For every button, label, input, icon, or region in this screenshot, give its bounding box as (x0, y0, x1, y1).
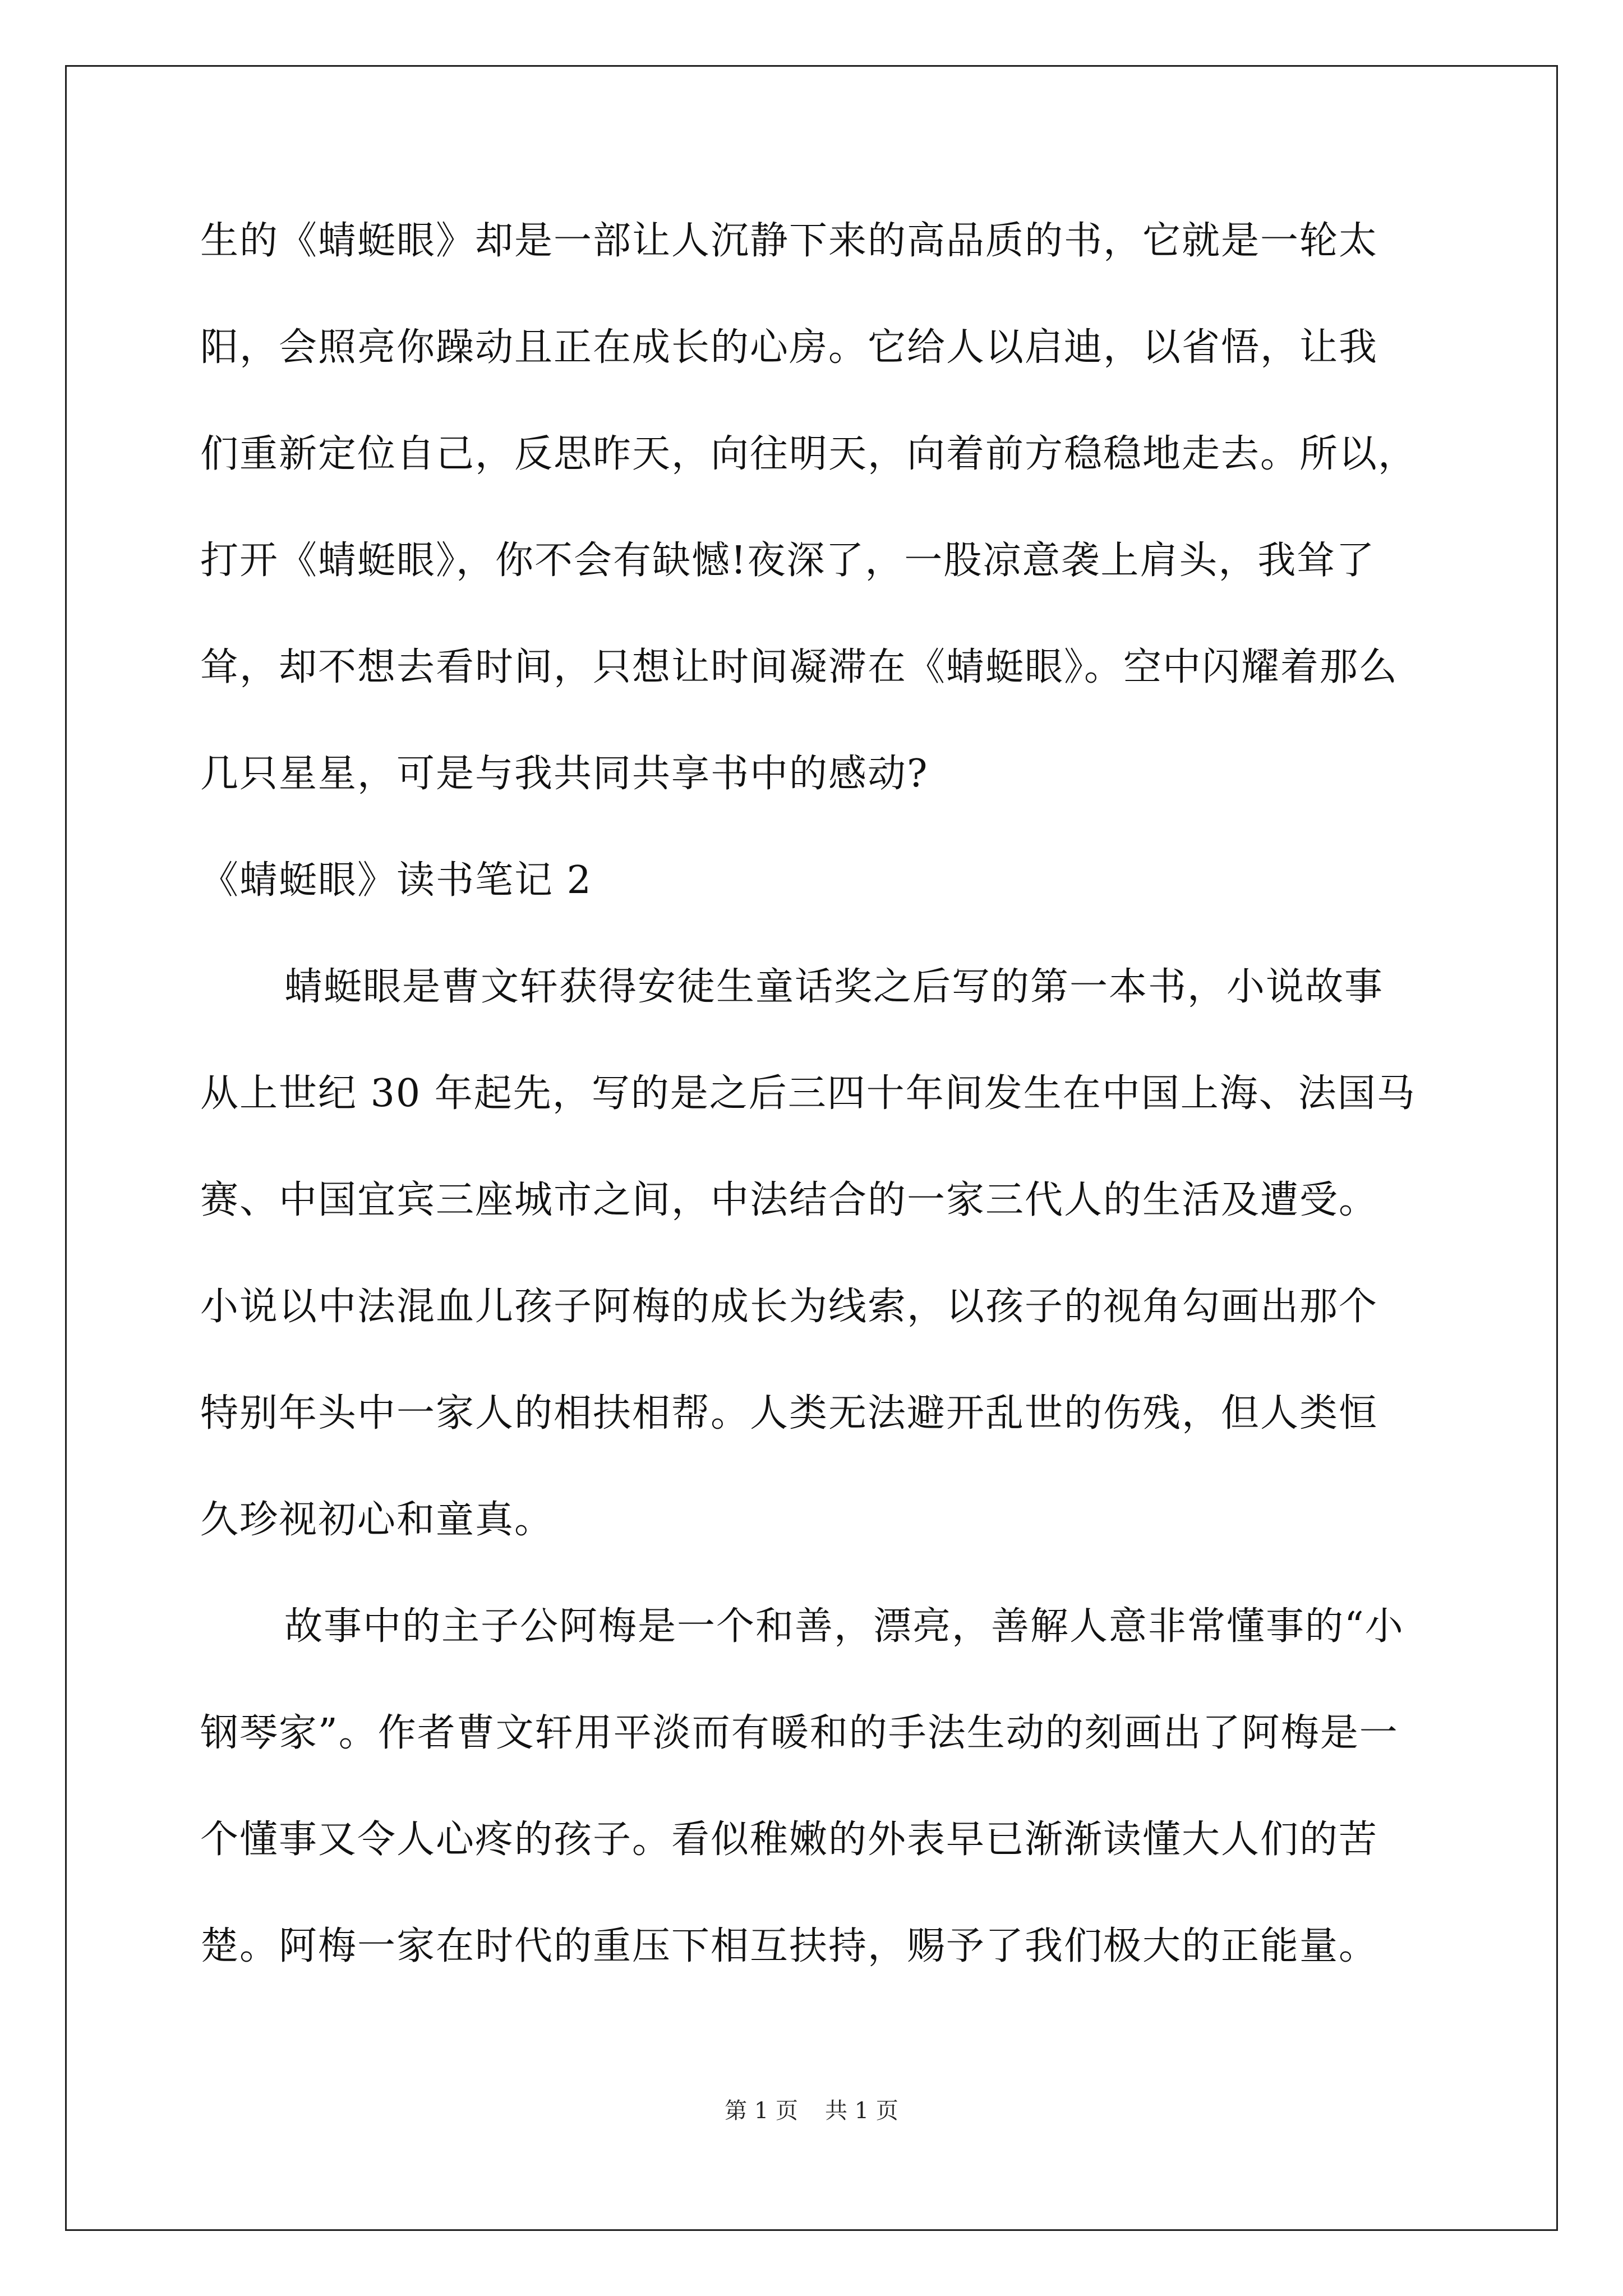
page-footer (0, 2093, 1623, 2125)
text-line: 蜻蜓眼是曹文轩获得安徒生童话奖之后写的第一本书，小说故事 (284, 965, 1384, 1009)
section-title: 《蜻蜓眼》读书笔记 2 (200, 858, 592, 903)
text-line: 特别年头中一家人的相扶相帮。人类无法避开乱世的伤残，但人类恒 (200, 1391, 1378, 1435)
text-line: 楚。阿梅一家在时代的重压下相互扶持，赐予了我们极大的正能量。 (200, 1924, 1378, 1968)
paragraph-2 (200, 958, 1445, 1598)
text-line: 们重新定位自己，反思昨天，向往明天，向着前方稳稳地走去。所以， (200, 432, 1418, 476)
text-line: 个懂事又令人心疼的孩子。看似稚嫩的外表早已渐渐读懂大人们的苦 (200, 1818, 1378, 1862)
page-number: 第 1 页 (725, 2098, 798, 2124)
text-line: 打开《蜻蜓眼》，你不会有缺憾!夜深了，一股凉意袭上肩头，我耸了 (200, 539, 1376, 583)
text-line: 几只星星，可是与我共同共享书中的感动? (200, 752, 929, 796)
text-line: 耸，却不想去看时间，只想让时间凝滞在《蜻蜓眼》。空中闪耀着那么 (200, 645, 1399, 689)
text-line: 从上世纪 30 年起先，写的是之后三四十年间发生在中国上海、法国马 (200, 1071, 1416, 1116)
text-line: 赛、中国宜宾三座城市之间，中法结合的一家三代人的生活及遭受。 (200, 1178, 1378, 1222)
paragraph-1 (200, 212, 1445, 852)
text-line: 久珍视初心和童真。 (200, 1498, 554, 1542)
paragraph-3 (200, 1598, 1445, 2024)
document-body (200, 212, 1445, 2024)
page-total: 共 1 页 (825, 2098, 898, 2124)
text-line: 故事中的主子公阿梅是一个和善，漂亮，善解人意非常懂事的“小 (284, 1604, 1404, 1649)
text-line: 阳，会照亮你躁动且正在成长的心房。它给人以启迪，以省悟，让我 (200, 325, 1378, 370)
text-line: 生的《蜻蜓眼》却是一部让人沉静下来的高品质的书，它就是一轮太 (200, 219, 1378, 263)
text-line: 小说以中法混血儿孩子阿梅的成长为线索，以孩子的视角勾画出那个 (200, 1285, 1378, 1329)
text-line: 钢琴家”。作者曹文轩用平淡而有暖和的手法生动的刻画出了阿梅是一 (200, 1711, 1399, 1755)
